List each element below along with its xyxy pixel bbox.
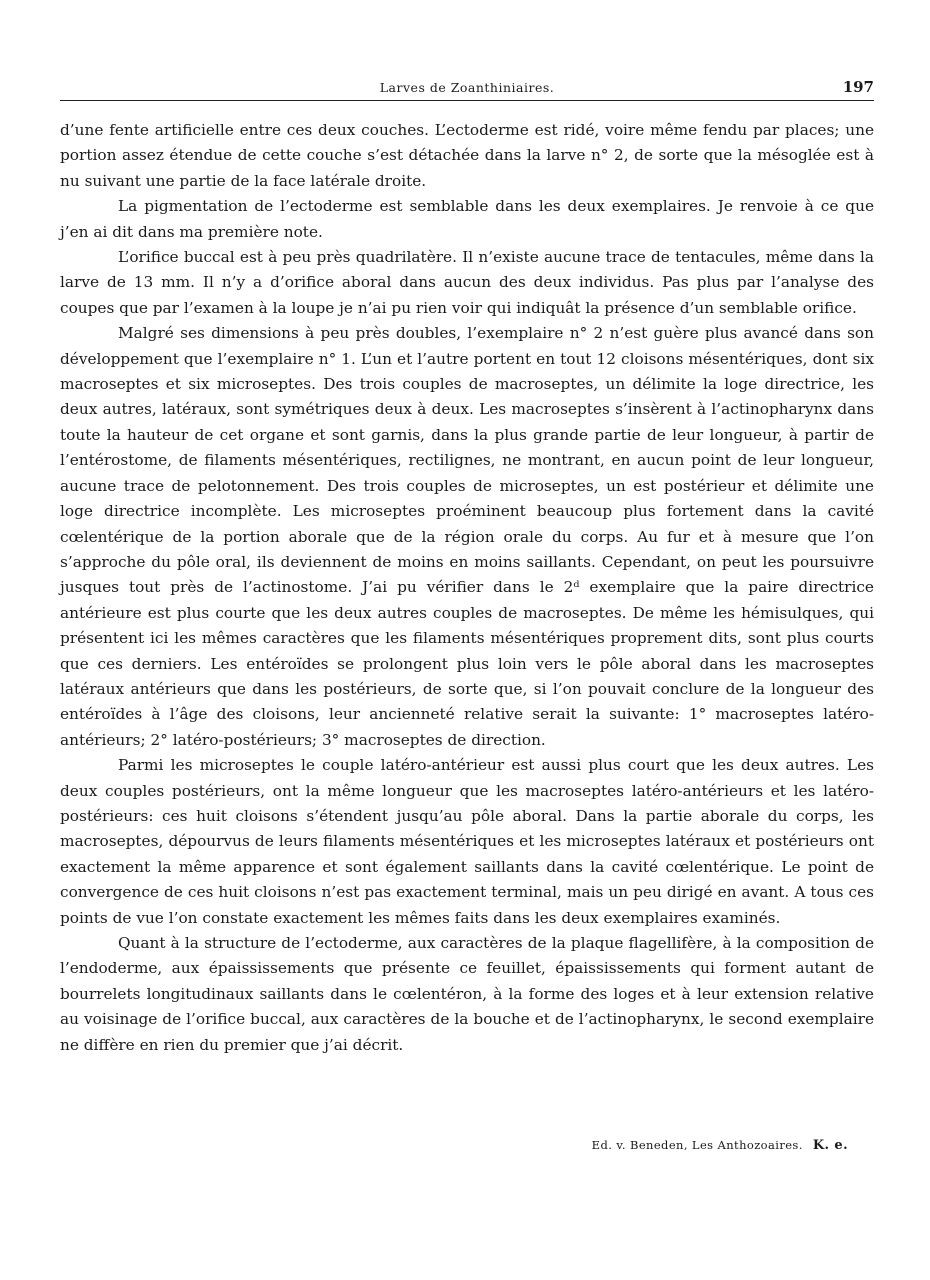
- body-text: [60, 118, 874, 1058]
- footer-signature-mark: K. e.: [812, 1138, 848, 1153]
- paragraph-3: L’orifice buccal est à peu près quadrilatère. Il n’existe aucune trace de tentacules, même dans la larve de 13 mm. Il n’y a d’orifice aboral dans aucun des deux individus. Pas plus par l’analyse des coupes que par l’examen à la loupe je n’ai pu rien voir qui indiquât la présence d’un semblable orifice.: [60, 248, 874, 317]
- page-number: 197: [842, 78, 874, 96]
- running-title: Larves de Zoanthiniaires.: [379, 80, 555, 95]
- footer-signature-line: [592, 1138, 848, 1153]
- paragraph-1: d’une fente artificielle entre ces deux couches. L’ectoderme est ridé, voire même fendu par places; une portion assez étendue de cette couche s’est détachée dans la larve n° 2, de sorte que la mésoglée est à nu suivant une partie de la face latérale droite.: [60, 121, 874, 190]
- paragraph-5: Parmi les microseptes le couple latéro-antérieur est aussi plus court que les deux autres. Les deux couples postérieurs, ont la même longueur que les macroseptes latéro-antérieurs et les latéro-postérieurs: ces huit cloisons s’étendent jusqu’au pôle aboral. Dans la partie aborale du corps, les macroseptes, dépourvus de leurs filaments mésentériques et les microseptes latéraux et postérieurs ont exactement la même apparence et sont également saillants dans la cavité cœlentérique. Le point de convergence de ces huit cloisons n’est pas exactement terminal, mais un peu dirigé en avant. A tous ces points de vue l’on constate exactement les mêmes faits dans les deux exemplaires examinés.: [60, 756, 874, 927]
- running-header: [60, 78, 874, 101]
- footer-signature: Ed. v. Beneden, Les Anthozoaires.: [591, 1138, 803, 1152]
- paragraph-2: La pigmentation de l’ectoderme est semblable dans les deux exemplaires. Je renvoie à ce que j’en ai dit dans ma première note.: [60, 197, 874, 241]
- paragraph-4: Malgré ses dimensions à peu près doubles, l’exemplaire n° 2 n’est guère plus avancé dans son développement que l’exemplaire n° 1. L’un et l’autre portent en tout 12 cloisons mésentériques, dont six macroseptes et six microseptes. Des trois couples de macroseptes, un délimite la loge directrice, les deux autres, latéraux, sont symétriques deux à deux. Les macroseptes s’insèrent à l’actinopharynx dans toute la hauteur de cet organe et sont garnis, dans la plus grande partie de leur longueur, à partir de l’entérostome, de filaments mésentériques, rectilignes, ne montrant, en aucun point de leur longueur, aucune trace de pelotonnement. Des trois couples de microseptes, un est postérieur et délimite une loge directrice incomplète. Les microseptes proéminent beaucoup plus fortement dans la cavité cœlentérique de la portion aborale que de la région orale du corps. Au fur et à mesure que l’on s’approche du pôle oral, ils deviennent de moins en moins saillants. Cependant, on peut les poursuivre jusques tout près de l’actinostome. J’ai pu vérifier dans le 2ᵈ exemplaire que la paire directrice antérieure est plus courte que les deux autres couples de macroseptes. De même les hémisulques, qui présentent ici les mêmes caractères que les filaments mésentériques proprement dits, sont plus courts que ces derniers. Les entéroïdes se prolongent plus loin vers le pôle aboral dans les macroseptes latéraux antérieurs que dans les postérieurs, de sorte que, si l’on pouvait conclure de la longueur des entéroïdes à l’âge des cloisons, leur ancienneté relative serait la suivante: 1° macroseptes latéro-antérieurs; 2° latéro-postérieurs; 3° macroseptes de direction.: [60, 324, 874, 749]
- paragraph-6: Quant à la structure de l’ectoderme, aux caractères de la plaque flagellifère, à la composition de l’endoderme, aux épaississements que présente ce feuillet, épaississements qui forment autant de bourrelets longitudinaux saillants dans le cœlentéron, à la forme des loges et à leur extension relative au voisinage de l’orifice buccal, aux caractères de la bouche et de l’actinopharynx, le second exemplaire ne diffère en rien du premier que j’ai décrit.: [60, 934, 874, 1054]
